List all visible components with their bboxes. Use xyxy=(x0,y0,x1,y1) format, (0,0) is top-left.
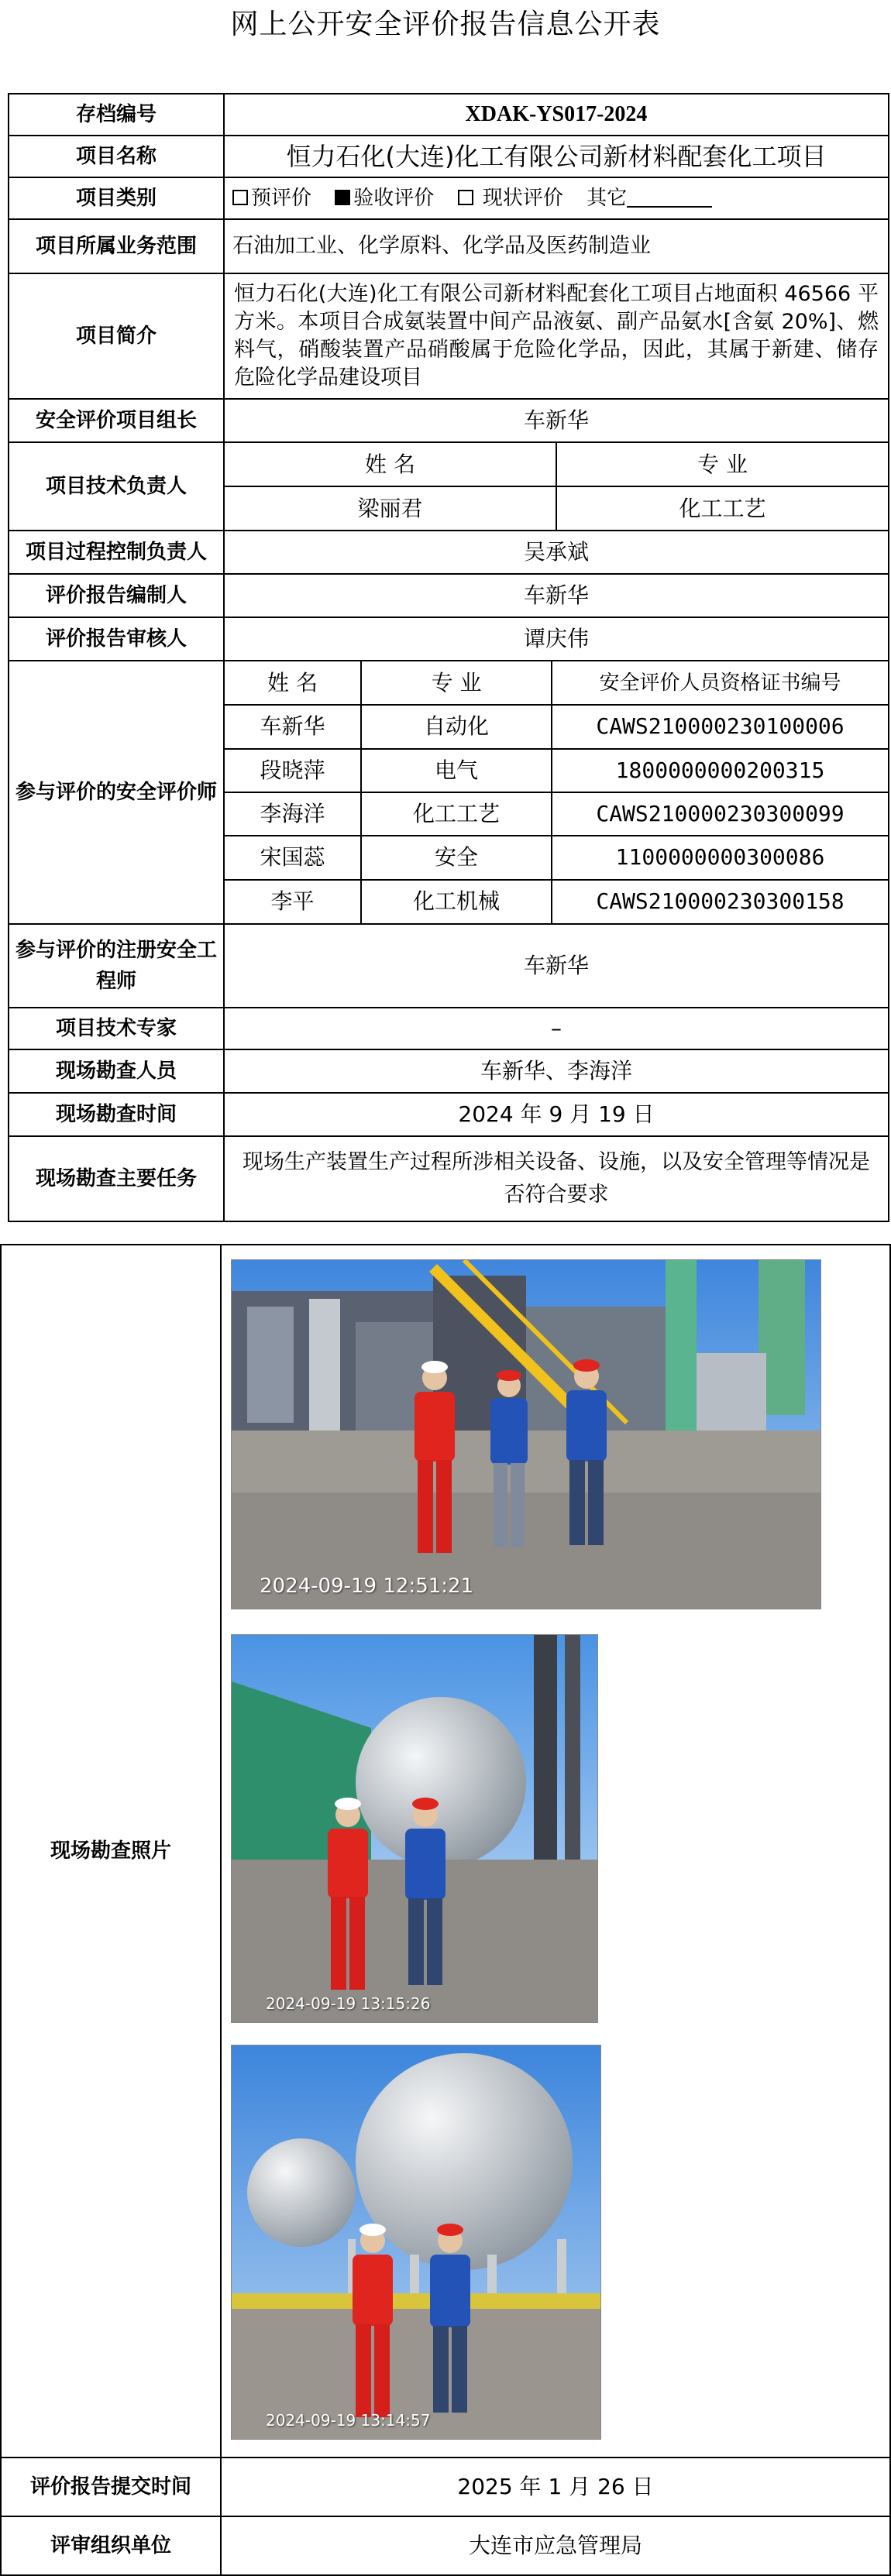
summary-label: 项目简介 xyxy=(9,273,224,399)
tech-lead-table xyxy=(225,443,888,530)
photos-label: 现场勘查照片 xyxy=(1,1245,221,2458)
tech-lead-major: 化工工艺 xyxy=(556,486,888,530)
site-photo-2 xyxy=(231,1634,598,2023)
site-photo-3 xyxy=(231,2045,601,2440)
tech-lead-name: 梁丽君 xyxy=(225,486,556,530)
evaluator-major: 自动化 xyxy=(361,705,552,748)
evaluators-table xyxy=(225,661,888,923)
site-photo-2-image xyxy=(232,1635,597,2022)
evaluator-name: 李平 xyxy=(225,880,361,923)
evaluators-cert-header: 安全评价人员资格证书编号 xyxy=(552,661,888,705)
photo-table xyxy=(0,1244,891,2576)
team-leader-value: 车新华 xyxy=(224,399,889,442)
review-org-value: 大连市应急管理局 xyxy=(221,2516,890,2575)
site-photo-1 xyxy=(231,1259,821,1609)
photo-2-timestamp: 2024-09-19 13:15:26 xyxy=(266,1994,431,2013)
summary-value: 恒力石化(大连)化工有限公司新材料配套化工项目占地面积 46566 平方米。本项目合成氨装置中间产品液氨、副产品氨水[含氨 20%]、燃料气，硝酸装置产品硝酸属于危险化学品，因此，其属于新建、储存危险化学品建设项目 xyxy=(224,273,889,399)
checkbox-acceptance-eval-icon xyxy=(335,190,350,205)
process-control-label: 项目过程控制负责人 xyxy=(9,531,224,574)
info-table xyxy=(8,93,889,1222)
survey-task-value: 现场生产装置生产过程所涉相关设备、设施，以及安全管理等情况是否符合要求 xyxy=(224,1136,889,1221)
other-blank-line xyxy=(627,186,712,208)
page-title: 网上公开安全评价报告信息公开表 xyxy=(230,9,661,40)
evaluator-row xyxy=(225,749,888,792)
option-acceptance-eval xyxy=(335,187,434,210)
evaluator-row xyxy=(225,836,888,879)
evaluator-cert: CAWS210000230300158 xyxy=(552,880,888,923)
row-submit-time xyxy=(1,2458,890,2516)
row-review-org xyxy=(1,2516,890,2575)
option-other xyxy=(587,187,712,210)
option-acceptance-eval-label: 验收评价 xyxy=(353,187,435,210)
evaluator-cert: 1800000000200315 xyxy=(552,749,888,792)
reviewer-label: 评价报告审核人 xyxy=(9,617,224,661)
tech-lead-label: 项目技术负责人 xyxy=(9,442,224,531)
evaluator-row xyxy=(225,705,888,748)
photo-1-timestamp: 2024-09-19 12:51:21 xyxy=(260,1575,474,1598)
tech-lead-major-header: 专 业 xyxy=(556,443,888,486)
evaluator-row xyxy=(225,880,888,923)
evaluators-label: 参与评价的安全评价师 xyxy=(9,661,224,924)
row-photos xyxy=(1,1245,890,2458)
option-pre-eval-label: 预评价 xyxy=(251,187,312,210)
evaluator-cert: 1100000000300086 xyxy=(552,836,888,879)
evaluators-cell xyxy=(224,661,889,924)
submit-time-label: 评价报告提交时间 xyxy=(1,2458,221,2516)
option-status-eval-label: 现状评价 xyxy=(476,187,563,210)
site-photo-3-image xyxy=(232,2045,600,2439)
project-name-value: 恒力石化(大连)化工有限公司新材料配套化工项目 xyxy=(224,136,889,177)
tech-expert-label: 项目技术专家 xyxy=(9,1008,224,1049)
row-survey-task xyxy=(9,1136,889,1221)
row-summary xyxy=(9,273,889,399)
submit-time-value: 2025 年 1 月 26 日 xyxy=(221,2458,890,2516)
compiler-label: 评价报告编制人 xyxy=(9,574,224,617)
row-survey-time xyxy=(9,1093,889,1136)
photos-cell xyxy=(221,1245,890,2458)
evaluator-cert: CAWS210000230300099 xyxy=(552,792,888,836)
row-archive-no xyxy=(9,94,889,136)
row-evaluators xyxy=(9,661,889,924)
evaluator-name: 宋国蕊 xyxy=(225,836,361,879)
survey-people-label: 现场勘查人员 xyxy=(9,1049,224,1093)
survey-time-label: 现场勘查时间 xyxy=(9,1093,224,1136)
tech-expert-value: – xyxy=(224,1008,889,1049)
team-leader-label: 安全评价项目组长 xyxy=(9,399,224,442)
photo-3-timestamp: 2024-09-19 13:14:57 xyxy=(266,2411,431,2430)
evaluator-major: 电气 xyxy=(361,749,552,792)
option-other-label: 其它 xyxy=(587,187,628,210)
registered-engineer-value: 车新华 xyxy=(224,924,889,1008)
row-compiler xyxy=(9,574,889,617)
evaluator-name: 车新华 xyxy=(225,705,361,748)
row-project-name xyxy=(9,136,889,177)
project-type-options xyxy=(224,177,889,219)
registered-engineer-label: 参与评价的注册安全工程师 xyxy=(9,924,224,1008)
option-pre-eval xyxy=(232,187,311,210)
review-org-label: 评审组织单位 xyxy=(1,2516,221,2575)
evaluator-name: 段晓萍 xyxy=(225,749,361,792)
business-scope-label: 项目所属业务范围 xyxy=(9,219,224,273)
evaluator-major: 化工工艺 xyxy=(361,792,552,836)
row-project-type xyxy=(9,177,889,219)
archive-no-value: XDAK-YS017-2024 xyxy=(224,94,889,136)
evaluators-header-row xyxy=(225,661,888,705)
compiler-value: 车新华 xyxy=(224,574,889,617)
reviewer-value: 谭庆伟 xyxy=(224,617,889,661)
project-name-label: 项目名称 xyxy=(9,136,224,177)
row-tech-lead xyxy=(9,442,889,531)
evaluator-major: 安全 xyxy=(361,836,552,879)
row-survey-people xyxy=(9,1049,889,1093)
survey-task-label: 现场勘查主要任务 xyxy=(9,1136,224,1221)
tech-lead-cell xyxy=(224,442,889,531)
evaluator-name: 李海洋 xyxy=(225,792,361,836)
checkbox-pre-eval-icon xyxy=(232,190,248,205)
row-tech-expert xyxy=(9,1008,889,1049)
archive-no-label: 存档编号 xyxy=(9,94,224,136)
row-registered-engineer xyxy=(9,924,889,1008)
option-status-eval xyxy=(458,187,563,210)
evaluators-major-header: 专 业 xyxy=(361,661,552,705)
survey-time-value: 2024 年 9 月 19 日 xyxy=(224,1093,889,1136)
row-process-control xyxy=(9,531,889,574)
process-control-value: 吴承斌 xyxy=(224,531,889,574)
evaluator-row xyxy=(225,792,888,836)
evaluator-cert: CAWS210000230100006 xyxy=(552,705,888,748)
evaluator-major: 化工机械 xyxy=(361,880,552,923)
row-team-leader xyxy=(9,399,889,442)
site-photo-1-image xyxy=(232,1260,820,1609)
project-type-label: 项目类别 xyxy=(9,177,224,219)
checkbox-status-eval-icon xyxy=(458,190,473,205)
row-business-scope xyxy=(9,219,889,273)
evaluators-name-header: 姓 名 xyxy=(225,661,361,705)
row-reviewer xyxy=(9,617,889,661)
business-scope-value: 石油加工业、化学原料、化学品及医药制造业 xyxy=(224,219,889,273)
survey-people-value: 车新华、李海洋 xyxy=(224,1049,889,1093)
tech-lead-name-header: 姓 名 xyxy=(225,443,556,486)
